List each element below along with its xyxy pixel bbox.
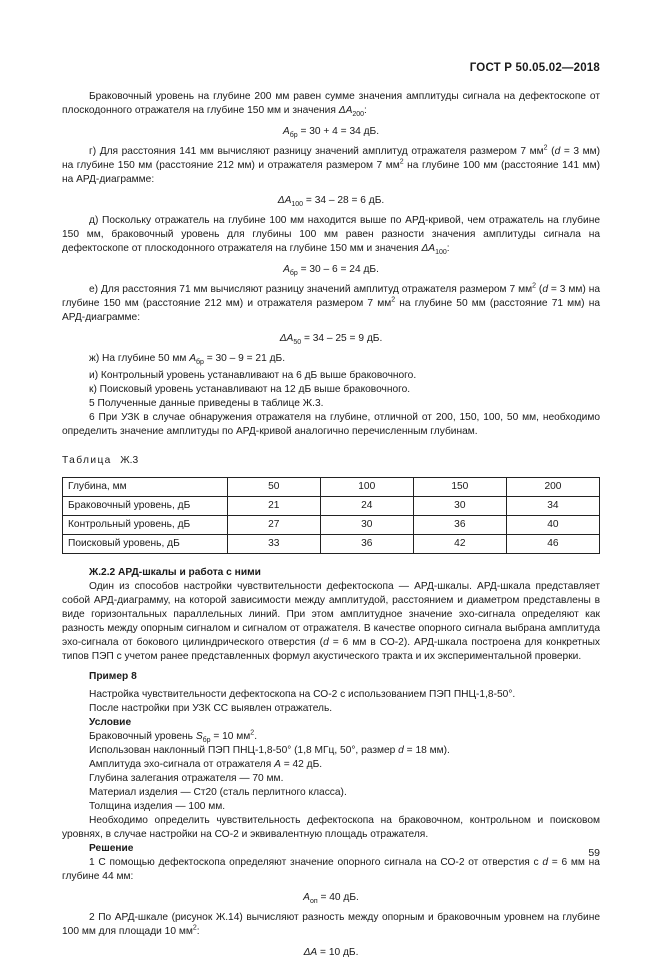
table-row-label: Поисковый уровень, дБ	[63, 535, 228, 554]
condition-7: Необходимо определить чувствительность дефектоскопа на браковочном, контрольном и поисковом уровнях, в случае настройки на СО-2 и эквивалентную площадь отражателя.	[62, 815, 600, 840]
formula-a-br-24: $A_{бр} = 30 - 6 = 24$ дБ.	[283, 264, 379, 278]
condition-3: Амплитуда эхо-сигнала от отражателя A = 42 дБ.	[89, 759, 323, 770]
table-cell: 40	[506, 516, 599, 535]
condition-6: Толщина изделия — 100 мм.	[89, 801, 226, 812]
solution-1: 1 С помощью дефектоскопа определяют значение опорного сигнала на СО-2 от отверстия с d = 6 мм на глубине 44 мм:	[62, 857, 600, 882]
table-cell: 36	[413, 516, 506, 535]
example-line-1: Настройка чувствительности дефектоскопа на СО-2 с использованием ПЭП ПНЦ-1,8-50°.	[89, 689, 516, 700]
table-cell: 30	[413, 497, 506, 516]
condition-1: Браковочный уровень $S_{бр} = 10$ $мм^2$.	[89, 729, 258, 745]
table-caption: Таблица Ж.3	[62, 455, 139, 466]
table-cell: 100	[320, 478, 413, 497]
paragraph-k: к) Поисковый уровень устанавливают на 12 дБ выше браковочного.	[89, 384, 411, 395]
document-body	[62, 90, 600, 966]
table-row	[63, 478, 600, 497]
table-cell: 34	[506, 497, 599, 516]
paragraph-e: е) Для расстояния 71 мм вычисляют разницу значений амплитуд отражателя размером 7 $мм^2$ (d = 3 мм) на глубине 150 мм (расстояние 212 мм) и отражателя размером 7 $мм^2$ на глубине 50 мм (расстояние 71 мм) на АРД-диаграмме:	[62, 282, 601, 323]
paragraph-g: г) Для расстояния 141 мм вычисляют разницу значений амплитуд отражателя размером 7 $мм^2$ (d = 3 мм) на глубине 150 мм (расстояние 212 мм) и отражателя размером 7 $мм^2$ на глубине 100 мм (расстояние 141 мм) на АРД-диаграмме:	[62, 144, 600, 185]
paragraph-6: 6 При УЗК в случае обнаружения отражателя на глубине, отличной от 200, 150, 100, 50 мм, необходимо определить значение амплитуды по АРД-кривой аналогично перечисленным глубинам.	[62, 412, 600, 437]
table-cell: 200	[506, 478, 599, 497]
solution-2: 2 По АРД-шкале (рисунок Ж.14) вычисляют разность между опорным и браковочным уровнем на глубине 100 мм для площади 10 $мм^2$:	[62, 912, 600, 937]
page-number: 59	[588, 847, 600, 859]
table-cell: 30	[320, 516, 413, 535]
section-text: Один из способов настройки чувствительности дефектоскопа — АРД-шкалы. АРД-шкала представляет собой АРД-диаграмму, на которой зависимости между амплитудой, расстоянием и диаметром представлены в виде горизонтальных параллельных линий. При этом амплитудное значение эхо-сигнала определяют как разность между опорным сигналом и сигналом от отражателя. В качестве опорного сигнала выбрана амплитуда эхо-сигнала от бокового цилиндрического отверстия (d = 6 мм в СО-2). АРД-шкала построена для конкретных типов ПЭП с учетом ранее представленных формул акустического тракта и их экспериментальной проверки.	[62, 581, 600, 662]
table-levels	[62, 477, 600, 554]
section-title: Ж.2.2 АРД-шкалы и работа с ними	[89, 567, 261, 578]
paragraph-i: и) Контрольный уровень устанавливают на 6 дБ выше браковочного.	[89, 370, 417, 381]
formula-delta-a: ΔA = 10 дБ.	[303, 947, 359, 958]
table-row	[63, 497, 600, 516]
table-row-label: Контрольный уровень, дБ	[63, 516, 228, 535]
example-line-2: После настройки при УЗК СС выявлен отражатель.	[89, 703, 333, 714]
document-header: ГОСТ Р 50.05.02—2018	[469, 62, 600, 74]
formula-delta-a-100: $\Delta A_{100} = 34 - 28 = 6$ дБ.	[277, 195, 385, 209]
table-cell: 33	[227, 535, 320, 554]
table-cell: 50	[227, 478, 320, 497]
table-cell: 21	[227, 497, 320, 516]
paragraph-5: 5 Полученные данные приведены в таблице Ж.3.	[89, 398, 324, 409]
condition-5: Материал изделия — Ст20 (сталь перлитного класса).	[89, 787, 347, 798]
condition-2: Использован наклонный ПЭП ПНЦ-1,8-50° (1,8 МГц, 50°, размер d = 18 мм).	[89, 745, 450, 756]
table-row-label: Браковочный уровень, дБ	[63, 497, 228, 516]
condition-4: Глубина залегания отражателя — 70 мм.	[89, 773, 284, 784]
condition-heading: Условие	[89, 717, 132, 728]
formula-delta-a-50: $\Delta A_{50} = 34 - 25 = 9$ дБ.	[279, 333, 383, 347]
table-cell: 46	[506, 535, 599, 554]
table-cell: 24	[320, 497, 413, 516]
formula-a-br-34: $A_{бр} = 30 + 4 = 34$ дБ.	[282, 126, 380, 140]
table-cell: 36	[320, 535, 413, 554]
example-title: Пример 8	[89, 671, 137, 682]
paragraph-d: д) Поскольку отражатель на глубине 100 мм находится выше по АРД-кривой, чем отражатель на глубине 150 мм, браковочный уровень для глубины 100 мм равен разности значения амплитуды сигнала на дефектоскопе от плоскодонного отражателя на глубине 150 мм и значения $\Delta A_{100}$:	[62, 215, 600, 257]
table-cell: 27	[227, 516, 320, 535]
table-cell: 42	[413, 535, 506, 554]
formula-a-op: $A_{оп} = 40$ дБ.	[303, 892, 359, 906]
table-cell: 150	[413, 478, 506, 497]
solution-heading: Решение	[89, 843, 134, 854]
table-row-label: Глубина, мм	[63, 478, 228, 497]
paragraph-brakovochny-200: Браковочный уровень на глубине 200 мм равен сумме значения амплитуды сигнала на дефектоскопе от плоскодонного отражателя на глубине 150 мм и значения $\Delta A_{200}$:	[62, 91, 600, 119]
table-row	[63, 516, 600, 535]
table-row	[63, 535, 600, 554]
paragraph-zh: ж) На глубине 50 мм $A_{бр} = 30 - 9 = 21$ дБ.	[89, 353, 286, 367]
